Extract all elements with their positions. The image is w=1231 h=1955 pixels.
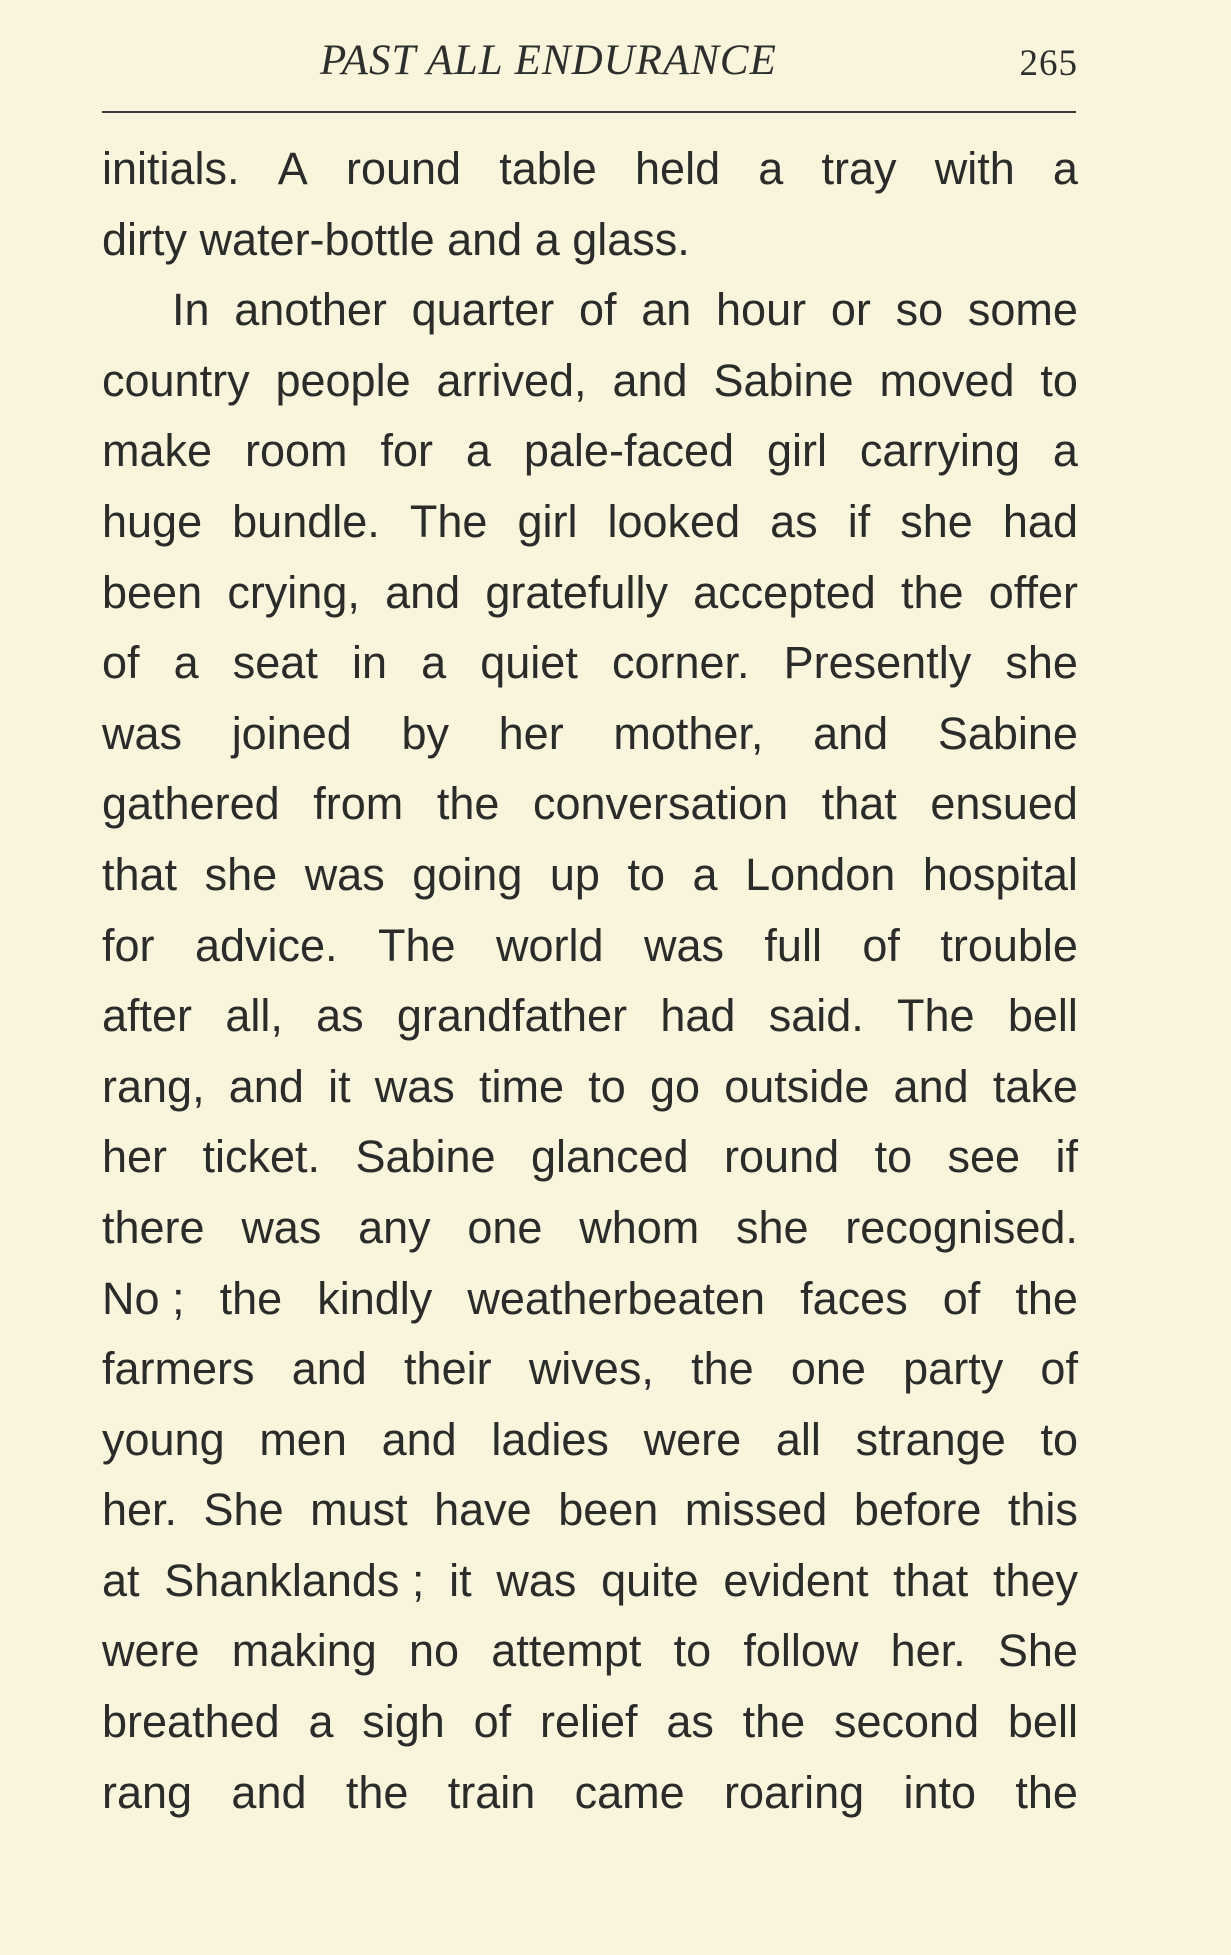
text-line (102, 1264, 1078, 1335)
word: A (277, 143, 308, 194)
word: a (421, 637, 447, 689)
word: to (673, 1625, 712, 1677)
word: The (409, 495, 488, 547)
word: for (380, 425, 433, 477)
word: and (228, 1060, 304, 1112)
word: gratefully (485, 566, 668, 618)
word: had (660, 990, 736, 1042)
word: was (304, 848, 385, 900)
word: second (834, 1696, 980, 1748)
word: and (612, 354, 688, 406)
word: she (900, 495, 973, 547)
word: The (377, 919, 456, 971)
word: were (102, 1625, 200, 1677)
running-head (102, 30, 1078, 90)
word: bell (1007, 1696, 1078, 1748)
word: at (102, 1554, 140, 1606)
word: as (316, 990, 364, 1042)
word: weatherbeaten (467, 1272, 766, 1324)
text-line (102, 205, 1078, 276)
word: Presently (783, 637, 972, 689)
word: and (231, 1766, 307, 1818)
word: going (412, 848, 523, 900)
word: party (903, 1343, 1004, 1395)
text-line (102, 275, 1078, 346)
word: outside (724, 1060, 870, 1112)
word: of (1040, 1343, 1078, 1395)
word: all (775, 1413, 821, 1465)
word: this (1007, 1484, 1078, 1536)
word: was (102, 707, 183, 759)
word: their (404, 1343, 492, 1395)
word: round (724, 1131, 840, 1183)
word: go (649, 1060, 701, 1112)
word: held (635, 143, 721, 194)
text-line (102, 1546, 1078, 1617)
word: have (434, 1484, 532, 1536)
word: make (102, 425, 213, 477)
word: quarter (411, 284, 555, 336)
running-title: PAST ALL ENDURANCE (320, 37, 777, 84)
word: a (1052, 143, 1078, 194)
word: attempt (491, 1625, 642, 1677)
word: London (745, 848, 896, 900)
word: advice. (194, 919, 338, 971)
text-line (102, 1616, 1078, 1687)
word: strange (855, 1413, 1006, 1465)
word: up (549, 848, 600, 900)
word: and (381, 1413, 457, 1465)
word: was (374, 1060, 455, 1112)
word: ladies (491, 1413, 609, 1465)
word: the (691, 1343, 754, 1395)
word: faces (800, 1272, 908, 1324)
word: for (102, 919, 155, 971)
word: rang, (102, 1060, 205, 1112)
word: the (1015, 1272, 1078, 1324)
word: quite (601, 1554, 699, 1606)
word: her (498, 707, 564, 759)
word: if (847, 495, 871, 547)
word: Sabine (713, 354, 854, 406)
word: she (735, 1201, 809, 1253)
word: looked (607, 495, 741, 547)
word: gathered (102, 778, 280, 830)
word: farmers (102, 1343, 255, 1395)
word: She (203, 1484, 284, 1536)
word: offer (988, 566, 1078, 618)
word: corner. (611, 637, 750, 689)
word: that (102, 848, 178, 900)
word: had (1002, 495, 1078, 547)
word: by (401, 707, 449, 759)
word: young (102, 1413, 225, 1465)
word: and (385, 566, 461, 618)
word: world (495, 919, 604, 971)
word: all, (225, 990, 283, 1042)
word: missed (684, 1484, 828, 1536)
text-line (102, 769, 1078, 840)
word: girl (766, 425, 827, 477)
word: before (853, 1484, 982, 1536)
word: another (234, 284, 387, 336)
word: to (627, 848, 666, 900)
word: her (102, 1131, 168, 1183)
word: The (897, 990, 975, 1042)
word: girl (517, 495, 578, 547)
word: it (328, 1060, 351, 1112)
word: country (102, 354, 250, 406)
word: said. (768, 990, 864, 1042)
text-line (102, 1687, 1078, 1758)
text-line (102, 346, 1078, 417)
word: a (173, 637, 199, 689)
word: the (1015, 1766, 1078, 1818)
text-line (102, 628, 1078, 699)
word: of (473, 1696, 512, 1748)
word: see (947, 1131, 1021, 1183)
word: time (479, 1060, 565, 1112)
word: train (447, 1766, 536, 1818)
word: room (244, 425, 348, 477)
word: no (409, 1625, 460, 1677)
word: the (219, 1272, 283, 1324)
word: to (1040, 1413, 1078, 1465)
word: so (895, 284, 944, 336)
word: came (574, 1766, 685, 1818)
word: in (351, 637, 387, 689)
word: were (643, 1413, 742, 1465)
word: dirty water-bottle and a glass. (102, 213, 690, 265)
word: making (231, 1625, 377, 1677)
body-text (102, 134, 1078, 1828)
word: carrying (859, 425, 1020, 477)
word: initials. (102, 143, 240, 194)
word: kindly (317, 1272, 433, 1324)
word: into (903, 1766, 977, 1818)
word: round (345, 143, 462, 194)
word: an (641, 284, 692, 336)
word: a (465, 425, 491, 477)
word: follow (743, 1625, 859, 1677)
word: to (1040, 354, 1078, 406)
word: a (308, 1696, 334, 1748)
word: and (813, 707, 889, 759)
word: some (967, 284, 1078, 336)
word: relief (539, 1696, 638, 1748)
word: quiet (480, 637, 578, 689)
word: a (1052, 425, 1078, 477)
word: and (291, 1343, 367, 1395)
text-line (102, 1193, 1078, 1264)
word: the (436, 778, 500, 830)
word: seat (232, 637, 318, 689)
word: that (821, 778, 897, 830)
word: moved (879, 354, 1015, 406)
word: must (310, 1484, 408, 1536)
word: ticket. (202, 1131, 321, 1183)
word: bell (1007, 990, 1078, 1042)
word: was (643, 919, 724, 971)
word: been (558, 1484, 659, 1536)
word: breathed (102, 1696, 280, 1748)
word: people (275, 354, 411, 406)
word: Sabine (355, 1131, 496, 1183)
word: evident (723, 1554, 869, 1606)
word: there (102, 1201, 205, 1253)
word: with (934, 143, 1015, 194)
text-line (102, 416, 1078, 487)
word: accepted (693, 566, 876, 618)
word: the (901, 566, 964, 618)
word: they (992, 1554, 1078, 1606)
text-line (102, 1122, 1078, 1193)
word: arrived, (436, 354, 587, 406)
word: was (496, 1554, 577, 1606)
word: one (790, 1343, 866, 1395)
word: Sabine (937, 707, 1078, 759)
word: hospital (922, 848, 1078, 900)
word: wives, (528, 1343, 654, 1395)
word: joined (231, 707, 352, 759)
text-line (102, 911, 1078, 982)
word: whom (579, 1201, 700, 1253)
word: and (893, 1060, 969, 1112)
text-line (102, 558, 1078, 629)
word: been (102, 566, 203, 618)
text-line (102, 1475, 1078, 1546)
word: of (862, 919, 900, 971)
word: she (1005, 637, 1078, 689)
word: huge (102, 495, 203, 547)
word: men (259, 1413, 347, 1465)
word: grandfather (396, 990, 628, 1042)
word: to (874, 1131, 913, 1183)
word: of (102, 637, 140, 689)
text-line (102, 981, 1078, 1052)
word: ensued (930, 778, 1078, 830)
word: of (578, 284, 617, 336)
word: any (358, 1201, 431, 1253)
text-line (102, 1334, 1078, 1405)
word: recognised. (845, 1201, 1078, 1253)
word: from (313, 778, 404, 830)
word: take (992, 1060, 1078, 1112)
word: conversation (532, 778, 789, 830)
text-line (102, 134, 1078, 205)
page-number: 265 (1019, 43, 1078, 84)
word: pale-faced (523, 425, 735, 477)
word: trouble (940, 919, 1078, 971)
word: sigh (362, 1696, 445, 1748)
word: as (770, 495, 818, 547)
word: mother, (613, 707, 764, 759)
word: Shanklands ; (164, 1554, 425, 1606)
word: rang (102, 1766, 193, 1818)
text-line (102, 699, 1078, 770)
word: if (1055, 1131, 1078, 1183)
word: to (588, 1060, 626, 1112)
text-line (102, 1052, 1078, 1123)
text-line (102, 487, 1078, 558)
word: or (830, 284, 871, 336)
header-rule (102, 111, 1076, 113)
word: the (742, 1696, 806, 1748)
word: a (692, 848, 718, 900)
word: roaring (724, 1766, 865, 1818)
word: was (241, 1201, 322, 1253)
word: her. (102, 1484, 178, 1536)
text-line (102, 840, 1078, 911)
word: hour (716, 284, 807, 336)
word: of (942, 1272, 981, 1324)
word: after (102, 990, 193, 1042)
word: table (499, 143, 597, 194)
word: crying, (227, 566, 360, 618)
word: tray (821, 143, 897, 194)
word: She (997, 1625, 1078, 1677)
word: it (449, 1554, 472, 1606)
text-line (102, 1758, 1078, 1829)
text-line (102, 1405, 1078, 1476)
word: as (666, 1696, 714, 1748)
word: that (893, 1554, 969, 1606)
word: a (758, 143, 784, 194)
word: No ; (102, 1272, 185, 1324)
word: the (345, 1766, 409, 1818)
word: bundle. (232, 495, 380, 547)
word: she (204, 848, 278, 900)
word: glanced (530, 1131, 689, 1183)
word: one (467, 1201, 543, 1253)
word: her. (890, 1625, 966, 1677)
word: full (764, 919, 822, 971)
word: In (172, 284, 210, 336)
